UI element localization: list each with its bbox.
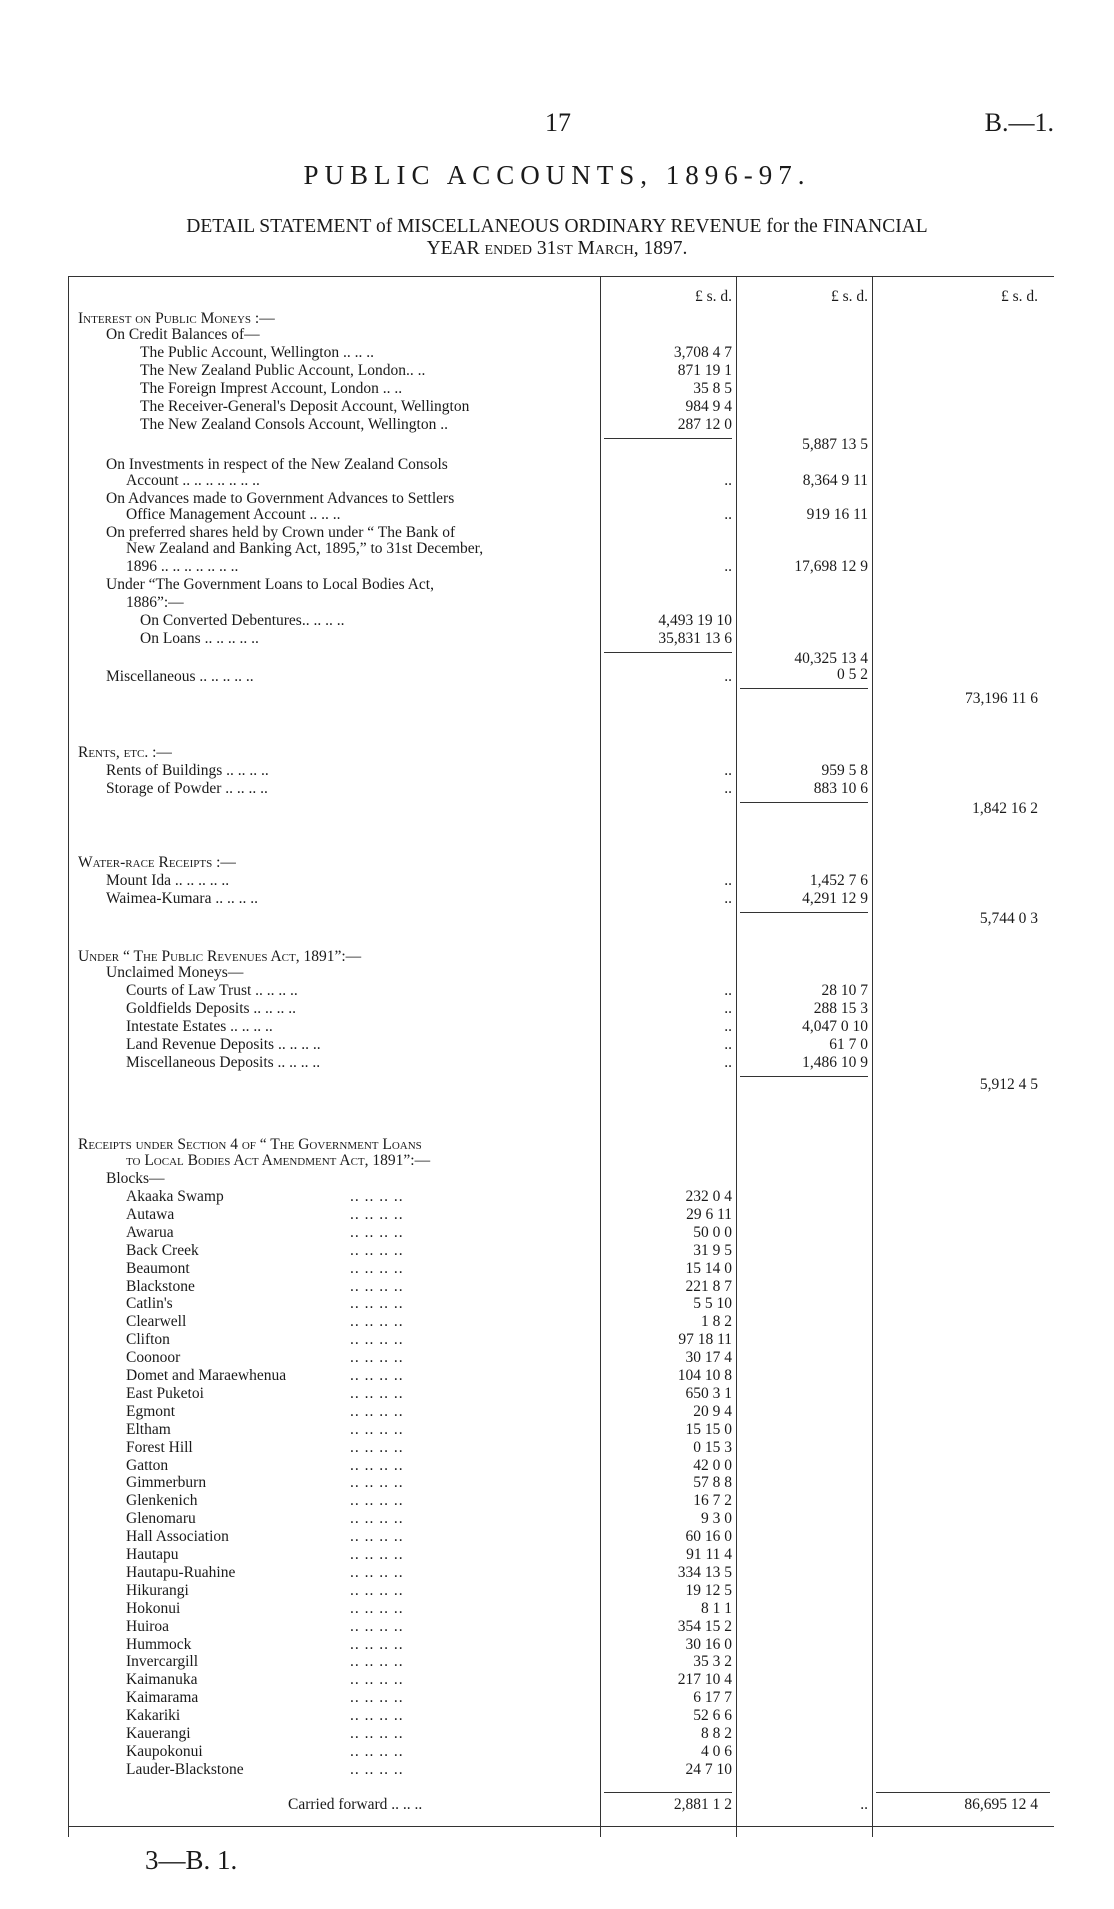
ellipsis-col2: .. bbox=[860, 1796, 868, 1813]
page-title: PUBLIC ACCOUNTS, 1896-97. bbox=[303, 160, 811, 190]
ellipsis-col1: .. bbox=[724, 1018, 732, 1035]
leader-dots: .. .. .. .. bbox=[350, 1206, 404, 1223]
block-name: Hall Association bbox=[126, 1528, 229, 1545]
block-value: 4 0 6 bbox=[701, 1743, 732, 1760]
block-name: Huiroa bbox=[126, 1618, 170, 1635]
block-name: Forest Hill bbox=[126, 1439, 193, 1456]
loans-act-total: 40,325 13 4 bbox=[794, 650, 868, 667]
block-value: 650 3 1 bbox=[685, 1385, 732, 1402]
block-name: Kaimarama bbox=[126, 1689, 199, 1706]
subtitle-line-1: DETAIL STATEMENT of MISCELLANEOUS ORDINARY REVENUE for the FINANCIAL bbox=[186, 216, 928, 237]
section-heading-receipts-line-1: Receipts under Section 4 of “ The Government Loans bbox=[78, 1136, 422, 1153]
ellipsis-col1: .. bbox=[724, 780, 732, 797]
block-value: 24 7 10 bbox=[685, 1761, 732, 1778]
leader-dots: .. .. .. .. bbox=[350, 1188, 404, 1205]
column-2-left-rule bbox=[736, 276, 737, 1837]
block-name: Clifton bbox=[126, 1331, 170, 1348]
leader-dots: .. .. .. .. bbox=[350, 1260, 404, 1277]
block-name: Kakariki bbox=[126, 1707, 181, 1724]
block-value: 104 10 8 bbox=[677, 1367, 732, 1384]
row-col2-value: 4,047 0 10 bbox=[802, 1018, 868, 1035]
investments-label-line-2: Account .. .. .. .. .. .. .. bbox=[126, 472, 260, 489]
block-name: Hummock bbox=[126, 1636, 192, 1653]
leader-dots: .. .. .. .. bbox=[350, 1510, 404, 1527]
blocks-label: Blocks— bbox=[106, 1170, 165, 1187]
on-loans-label: On Loans .. .. .. .. .. bbox=[140, 630, 259, 647]
block-name: Gatton bbox=[126, 1457, 169, 1474]
document-reference: B.—1. bbox=[984, 108, 1054, 137]
leader-dots: .. .. .. .. bbox=[350, 1546, 404, 1563]
leader-dots: .. .. .. .. bbox=[350, 1403, 404, 1420]
section-heading-water-race: Water-race Receipts :— bbox=[78, 854, 236, 871]
block-value: 15 14 0 bbox=[685, 1260, 732, 1277]
row-col2-value: 288 15 3 bbox=[813, 1000, 868, 1017]
leader-dots: .. .. .. .. bbox=[350, 1743, 404, 1760]
section-heading-public-revenues: Under “ The Public Revenues Act, 1891”:— bbox=[78, 948, 362, 965]
ellipsis-col1: .. bbox=[724, 1000, 732, 1017]
row-label: Storage of Powder .. .. .. .. bbox=[106, 780, 268, 797]
row-label: The New Zealand Public Account, London.. .. bbox=[140, 362, 426, 379]
water-race-section-total: 5,744 0 3 bbox=[979, 910, 1038, 927]
leader-dots: .. .. .. .. bbox=[350, 1707, 404, 1724]
leader-dots: .. .. .. .. bbox=[350, 1636, 404, 1653]
subtotal-rule bbox=[740, 802, 868, 803]
bank-shares-value: 17,698 12 9 bbox=[794, 558, 868, 575]
page-number: 17 bbox=[545, 108, 571, 137]
subtotal-rule bbox=[604, 652, 732, 653]
leader-dots: .. .. .. .. bbox=[350, 1564, 404, 1581]
ellipsis-col1: .. bbox=[724, 1036, 732, 1053]
leader-dots: .. .. .. .. bbox=[350, 1278, 404, 1295]
block-name: Clearwell bbox=[126, 1313, 187, 1330]
block-name: Akaaka Swamp bbox=[126, 1188, 224, 1205]
row-col2-value: 61 7 0 bbox=[829, 1036, 868, 1053]
table-left-rule bbox=[68, 276, 69, 1837]
block-name: Blackstone bbox=[126, 1278, 195, 1295]
ellipsis-col1: .. bbox=[724, 1054, 732, 1071]
block-name: Kaimanuka bbox=[126, 1671, 198, 1688]
row-label: Courts of Law Trust .. .. .. .. bbox=[126, 982, 298, 999]
ellipsis-col1: .. bbox=[724, 558, 732, 575]
unclaimed-moneys-label: Unclaimed Moneys— bbox=[106, 964, 244, 981]
currency-header-col3: £ s. d. bbox=[1000, 288, 1038, 305]
advances-label-line-2: Office Management Account .. .. .. bbox=[126, 506, 341, 523]
block-value: 42 0 0 bbox=[693, 1457, 732, 1474]
block-value: 5 5 10 bbox=[693, 1295, 732, 1312]
table-top-rule bbox=[68, 276, 1054, 277]
row-col1-value: 984 9 4 bbox=[685, 398, 732, 415]
public-revenues-section-total: 5,912 4 5 bbox=[979, 1076, 1038, 1093]
section-heading-rents: Rents, etc. :— bbox=[78, 744, 172, 761]
block-name: Egmont bbox=[126, 1403, 176, 1420]
subtotal-rule bbox=[604, 1792, 732, 1793]
block-name: Gimmerburn bbox=[126, 1474, 207, 1491]
row-label: The Foreign Imprest Account, London .. .. bbox=[140, 380, 403, 397]
subtotal-rule bbox=[876, 1792, 1050, 1793]
column-3-left-rule bbox=[872, 276, 873, 1837]
leader-dots: .. .. .. .. bbox=[350, 1528, 404, 1545]
block-value: 60 16 0 bbox=[685, 1528, 732, 1545]
leader-dots: .. .. .. .. bbox=[350, 1653, 404, 1670]
leader-dots: .. .. .. .. bbox=[350, 1582, 404, 1599]
block-name: Back Creek bbox=[126, 1242, 199, 1259]
ellipsis-col1: .. bbox=[724, 762, 732, 779]
block-value: 20 9 4 bbox=[693, 1403, 732, 1420]
row-label: Mount Ida .. .. .. .. .. bbox=[106, 872, 230, 889]
block-value: 35 3 2 bbox=[693, 1653, 732, 1670]
leader-dots: .. .. .. .. bbox=[350, 1474, 404, 1491]
currency-header-col2: £ s. d. bbox=[830, 288, 868, 305]
block-name: Glenkenich bbox=[126, 1492, 198, 1509]
block-value: 30 17 4 bbox=[685, 1349, 732, 1366]
leader-dots: .. .. .. .. bbox=[350, 1421, 404, 1438]
subtotal-rule bbox=[740, 688, 868, 689]
table-bottom-rule bbox=[68, 1826, 1054, 1827]
block-value: 50 0 0 bbox=[693, 1224, 732, 1241]
credit-balances-label: On Credit Balances of— bbox=[106, 326, 260, 343]
leader-dots: .. .. .. .. bbox=[350, 1295, 404, 1312]
block-value: 8 8 2 bbox=[701, 1725, 732, 1742]
row-col2-value: 4,291 12 9 bbox=[802, 890, 868, 907]
advances-value: 919 16 11 bbox=[806, 506, 868, 523]
carried-forward-label: Carried forward .. .. .. bbox=[288, 1796, 423, 1813]
block-name: Autawa bbox=[126, 1206, 175, 1223]
block-name: Kauerangi bbox=[126, 1725, 191, 1742]
block-value: 30 16 0 bbox=[685, 1636, 732, 1653]
section-heading-interest: Interest on Public Moneys :— bbox=[78, 310, 275, 327]
leader-dots: .. .. .. .. bbox=[350, 1439, 404, 1456]
block-name: Beaumont bbox=[126, 1260, 190, 1277]
bank-shares-label-line-3: 1896 .. .. .. .. .. .. .. bbox=[126, 558, 239, 575]
bank-shares-label-line-1: On preferred shares held by Crown under “ The Bank of bbox=[106, 524, 456, 541]
miscellaneous-label: Miscellaneous .. .. .. .. .. bbox=[106, 668, 254, 685]
column-1-left-rule bbox=[600, 276, 601, 1837]
ellipsis-col1: .. bbox=[724, 982, 732, 999]
block-value: 19 12 5 bbox=[685, 1582, 732, 1599]
block-name: Glenomaru bbox=[126, 1510, 196, 1527]
ellipsis-col1: .. bbox=[724, 506, 732, 523]
block-name: Domet and Maraewhenua bbox=[126, 1367, 287, 1384]
currency-header-col1: £ s. d. bbox=[694, 288, 732, 305]
block-name: Invercargill bbox=[126, 1653, 199, 1670]
leader-dots: .. .. .. .. bbox=[350, 1313, 404, 1330]
footer-sheet-mark: 3—B. 1. bbox=[145, 1845, 238, 1875]
row-label: The Public Account, Wellington .. .. .. bbox=[140, 344, 374, 361]
row-col2-value: 28 10 7 bbox=[821, 982, 868, 999]
leader-dots: .. .. .. .. bbox=[350, 1689, 404, 1706]
block-value: 0 15 3 bbox=[693, 1439, 732, 1456]
block-value: 221 8 7 bbox=[685, 1278, 732, 1295]
row-col2-value: 883 10 6 bbox=[813, 780, 868, 797]
leader-dots: .. .. .. .. bbox=[350, 1492, 404, 1509]
block-value: 1 8 2 bbox=[701, 1313, 732, 1330]
row-col1-value: 3,708 4 7 bbox=[673, 344, 732, 361]
subtitle-line-2: YEAR ended 31st March, 1897. bbox=[426, 238, 688, 259]
row-col2-value: 1,486 10 9 bbox=[802, 1054, 868, 1071]
leader-dots: .. .. .. .. bbox=[350, 1385, 404, 1402]
block-value: 8 1 1 bbox=[701, 1600, 732, 1617]
block-name: Hautapu-Ruahine bbox=[126, 1564, 236, 1581]
leader-dots: .. .. .. .. bbox=[350, 1367, 404, 1384]
row-col2-value: 1,452 7 6 bbox=[809, 872, 868, 889]
block-value: 217 10 4 bbox=[677, 1671, 732, 1688]
row-label: Goldfields Deposits .. .. .. .. bbox=[126, 1000, 297, 1017]
investments-label-line-1: On Investments in respect of the New Zealand Consols bbox=[106, 456, 448, 473]
block-value: 6 17 7 bbox=[693, 1689, 732, 1706]
block-value: 91 11 4 bbox=[686, 1546, 732, 1563]
row-col1-value: 287 12 0 bbox=[677, 416, 732, 433]
block-value: 354 15 2 bbox=[677, 1618, 732, 1635]
subtotal-rule bbox=[740, 1076, 868, 1077]
leader-dots: .. .. .. .. bbox=[350, 1242, 404, 1259]
block-value: 52 6 6 bbox=[693, 1707, 732, 1724]
block-value: 232 0 4 bbox=[685, 1188, 732, 1205]
block-name: Kaupokonui bbox=[126, 1743, 203, 1760]
row-col2-value: 959 5 8 bbox=[821, 762, 868, 779]
block-value: 57 8 8 bbox=[693, 1474, 732, 1491]
ellipsis-col1: .. bbox=[724, 472, 732, 489]
converted-debentures-label: On Converted Debentures.. .. .. .. bbox=[140, 612, 345, 629]
on-loans-value: 35,831 13 6 bbox=[658, 630, 732, 647]
block-name: Coonoor bbox=[126, 1349, 181, 1366]
leader-dots: .. .. .. .. bbox=[350, 1224, 404, 1241]
loans-act-label-line-1: Under “The Government Loans to Local Bodies Act, bbox=[106, 576, 434, 593]
block-value: 29 6 11 bbox=[686, 1206, 732, 1223]
block-value: 334 13 5 bbox=[677, 1564, 732, 1581]
converted-debentures-value: 4,493 19 10 bbox=[658, 612, 732, 629]
block-name: Awarua bbox=[126, 1224, 174, 1241]
block-name: Hokonui bbox=[126, 1600, 181, 1617]
row-label: Rents of Buildings .. .. .. .. bbox=[106, 762, 269, 779]
leader-dots: .. .. .. .. bbox=[350, 1600, 404, 1617]
miscellaneous-value: 0 5 2 bbox=[837, 666, 868, 683]
section-heading-receipts-line-2: to Local Bodies Act Amendment Act, 1891”:— bbox=[126, 1152, 431, 1169]
row-label: Waimea-Kumara .. .. .. .. bbox=[106, 890, 258, 907]
rents-section-total: 1,842 16 2 bbox=[972, 800, 1038, 817]
row-label: The Receiver-General's Deposit Account, Wellington bbox=[140, 398, 470, 415]
row-label: The New Zealand Consols Account, Wellington .. bbox=[140, 416, 448, 433]
subtotal-rule bbox=[740, 912, 868, 913]
block-value: 15 15 0 bbox=[685, 1421, 732, 1438]
advances-label-line-1: On Advances made to Government Advances to Settlers bbox=[106, 490, 455, 507]
bank-shares-label-line-2: New Zealand and Banking Act, 1895,” to 31st December, bbox=[126, 540, 484, 557]
row-label: Land Revenue Deposits .. .. .. .. bbox=[126, 1036, 321, 1053]
block-value: 31 9 5 bbox=[693, 1242, 732, 1259]
row-label: Intestate Estates .. .. .. .. bbox=[126, 1018, 273, 1035]
row-col1-value: 871 19 1 bbox=[677, 362, 732, 379]
leader-dots: .. .. .. .. bbox=[350, 1671, 404, 1688]
ellipsis-col1: .. bbox=[724, 668, 732, 685]
interest-section-total: 73,196 11 6 bbox=[964, 690, 1038, 707]
block-value: 97 18 11 bbox=[678, 1331, 732, 1348]
block-name: Catlin's bbox=[126, 1295, 173, 1312]
ellipsis-col1: .. bbox=[724, 872, 732, 889]
block-name: Hikurangi bbox=[126, 1582, 189, 1599]
leader-dots: .. .. .. .. bbox=[350, 1618, 404, 1635]
credit-balances-total: 5,887 13 5 bbox=[802, 436, 868, 453]
block-name: Eltham bbox=[126, 1421, 171, 1438]
block-name: Lauder-Blackstone bbox=[126, 1761, 244, 1778]
leader-dots: .. .. .. .. bbox=[350, 1349, 404, 1366]
leader-dots: .. .. .. .. bbox=[350, 1725, 404, 1742]
block-name: East Puketoi bbox=[126, 1385, 204, 1402]
row-col1-value: 35 8 5 bbox=[693, 380, 732, 397]
loans-act-label-line-2: 1886”:— bbox=[126, 594, 184, 611]
carried-forward-col1: 2,881 1 2 bbox=[673, 1796, 732, 1813]
leader-dots: .. .. .. .. bbox=[350, 1457, 404, 1474]
ellipsis-col1: .. bbox=[724, 890, 732, 907]
subtotal-rule bbox=[604, 438, 732, 439]
revenue-table bbox=[68, 276, 1054, 1837]
block-value: 16 7 2 bbox=[693, 1492, 732, 1509]
carried-forward-col3: 86,695 12 4 bbox=[964, 1796, 1038, 1813]
statement-subtitle bbox=[0, 216, 1114, 260]
block-name: Hautapu bbox=[126, 1546, 179, 1563]
leader-dots: .. .. .. .. bbox=[350, 1761, 404, 1778]
leader-dots: .. .. .. .. bbox=[350, 1331, 404, 1348]
block-value: 9 3 0 bbox=[701, 1510, 732, 1527]
investments-value: 8,364 9 11 bbox=[802, 472, 868, 489]
row-label: Miscellaneous Deposits .. .. .. .. bbox=[126, 1054, 321, 1071]
